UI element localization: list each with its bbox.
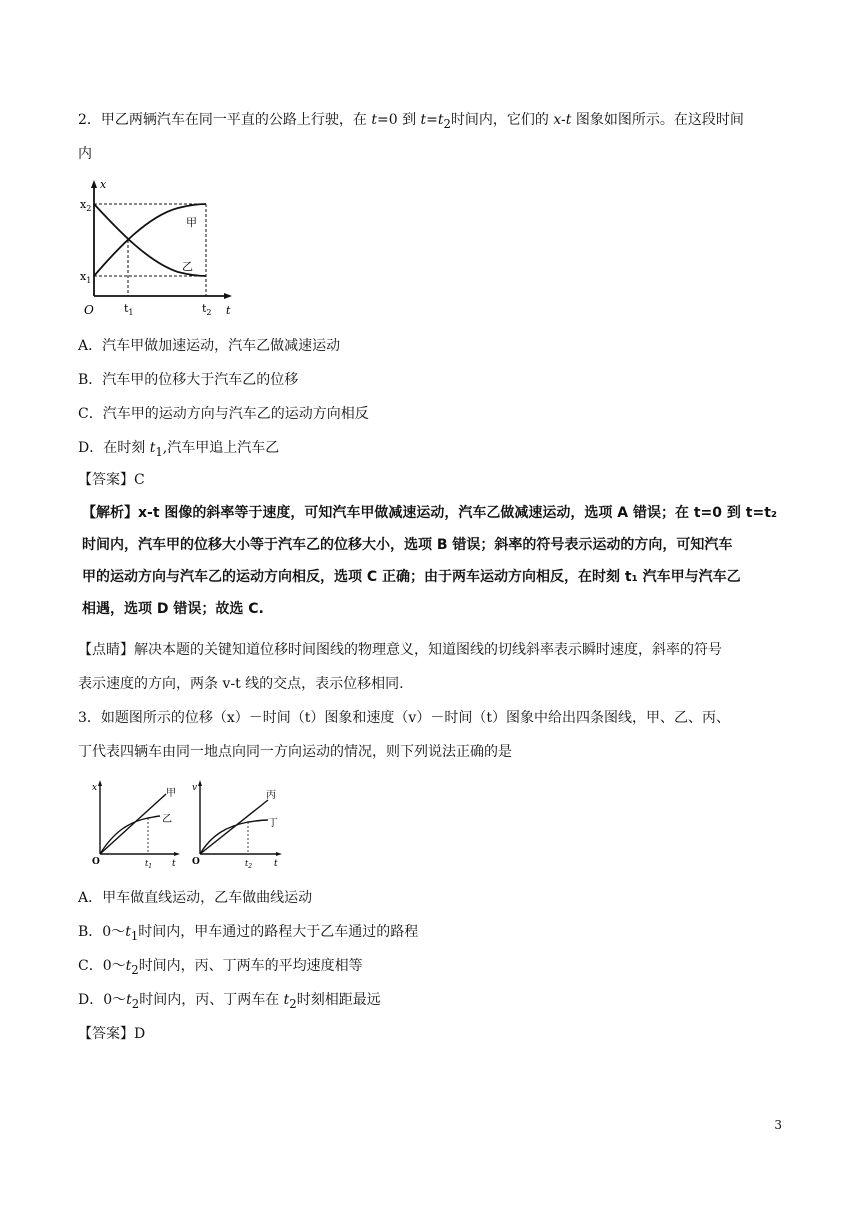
q2-comment-line1: 【点睛】解决本题的关键知道位移时间图线的物理意义，知道图线的切线斜率表示瞬时速度，斜率的符号 xyxy=(78,642,722,658)
q2-yi-label: 乙 xyxy=(182,260,193,273)
q3-left-x-arrow-icon xyxy=(174,852,180,856)
q2-analysis-line4: 相遇，选项 D 错误；故选 C. xyxy=(82,601,264,617)
q2-t2-label: $t_2$ xyxy=(202,302,212,317)
q2-comment-line2: 表示速度的方向，两条 v-t 线的交点，表示位移相同. xyxy=(78,676,404,692)
q2-y-arrow-icon xyxy=(91,180,97,188)
q3-curve-yi xyxy=(100,816,160,854)
q2-analysis-line1: 【解析】x-t 图像的斜率等于速度，可知汽车甲做减速运动，汽车乙做减速运动，选项 A 错误；在 t=0 到 t=t₂ xyxy=(82,505,778,521)
q3-line-bing xyxy=(200,800,268,854)
q3-stem-line2: 丁代表四辆车由同一地点向同一方向运动的情况，则下列说法正确的是 xyxy=(78,744,512,760)
q2-x-label: t xyxy=(226,304,231,317)
q2-origin-label: O xyxy=(84,303,94,317)
q3-left-y-arrow-icon xyxy=(98,780,102,786)
q3-right-x-arrow-icon xyxy=(276,852,282,856)
q3-yi-label: 乙 xyxy=(162,814,172,825)
q2-x1-label: $x_1$ xyxy=(80,270,92,285)
q3-option-d: D．$0\sim t_2$时间内，丙、丁两车在 $t_2$时刻相距最远 xyxy=(78,992,381,1011)
q3-line-jia xyxy=(100,794,166,854)
q2-option-a: A．汽车甲做加速运动，汽车乙做减速运动 xyxy=(78,338,341,354)
q2-stem-line1: 2．甲乙两辆汽车在同一平直的公路上行驶，在 t=0 到 $t=t_2$时间内，它们的 x-t 图象如图所示。在这段时间 xyxy=(78,112,744,131)
q3-right-x-label: t xyxy=(274,859,278,868)
q2-jia-label: 甲 xyxy=(186,216,197,229)
q2-option-d: D．在时刻 $t_1$,汽车甲追上汽车乙 xyxy=(78,440,280,459)
q3-left-t1-label: $t_1$ xyxy=(145,859,153,868)
q3-stem-line1: 3．如题图所示的位移（x）－时间（t）图象和速度（v）－时间（t）图象中给出四条图线，甲、乙、丙、 xyxy=(78,710,730,726)
q3-ding-label: 丁 xyxy=(268,818,278,829)
q2-y-label: x xyxy=(100,178,107,191)
q3-right-t2-label: $t_2$ xyxy=(245,859,253,868)
q3-right-y-label: v xyxy=(192,783,198,793)
q3-curve-ding xyxy=(200,820,268,854)
q2-stem-line2: 内 xyxy=(78,146,92,162)
q3-left-x-label: t xyxy=(172,859,176,868)
q2-x2-label: $x_2$ xyxy=(80,198,92,213)
q3-answer: 【答案】D xyxy=(78,1026,146,1042)
q3-option-b: B．$0\sim t_1$时间内，甲车通过的路程大于乙车通过的路程 xyxy=(78,924,419,943)
q3-option-a: A．甲车做直线运动，乙车做曲线运动 xyxy=(78,890,313,906)
q3-option-c: C．$0\sim t_2$时间内，丙、丁两车的平均速度相等 xyxy=(78,958,363,977)
q3-jia-label: 甲 xyxy=(166,788,176,799)
q3-left-origin: O xyxy=(92,857,100,867)
q3-right-origin: O xyxy=(192,857,200,867)
q2-xt-graph xyxy=(78,178,238,318)
q2-analysis-line3: 甲的运动方向与汽车乙的运动方向相反，选项 C 正确；由于两车运动方向相反，在时刻 t₁ 汽车甲与汽车乙 xyxy=(82,569,741,585)
page-number: 3 xyxy=(774,1118,782,1132)
q2-answer: 【答案】C xyxy=(78,472,145,488)
q2-option-c: C．汽车甲的运动方向与汽车乙的运动方向相反 xyxy=(78,406,369,422)
q3-right-y-arrow-icon xyxy=(198,780,202,786)
q2-t1-label: $t_1$ xyxy=(124,302,134,317)
q2-x-arrow-icon xyxy=(224,293,232,299)
q3-graphs xyxy=(88,778,298,868)
q3-left-y-label: x xyxy=(92,783,98,793)
q3-bing-label: 丙 xyxy=(266,790,276,801)
q2-option-b: B．汽车甲的位移大于汽车乙的位移 xyxy=(78,372,299,388)
q2-analysis-line2: 时间内，汽车甲的位移大小等于汽车乙的位移大小，选项 B 错误；斜率的符号表示运动的方向，可知汽车 xyxy=(82,537,733,553)
